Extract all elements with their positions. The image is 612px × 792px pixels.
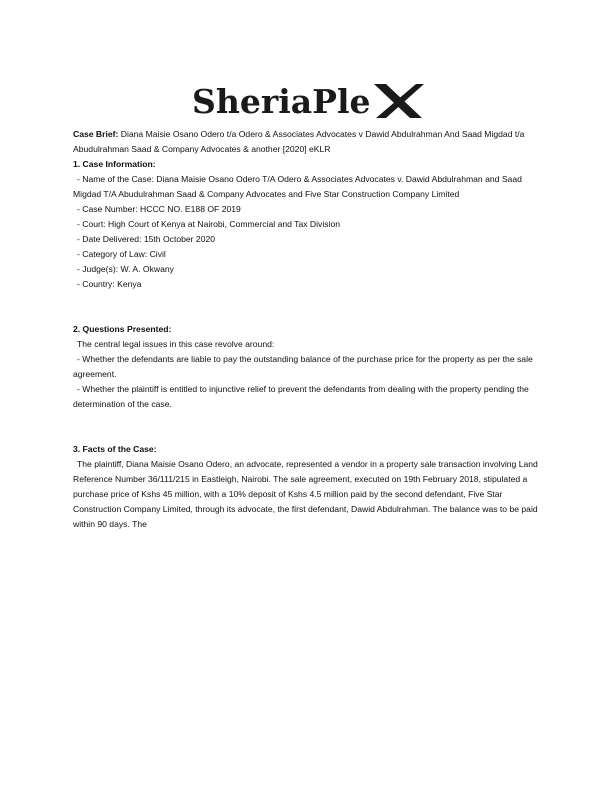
judges-item: - Judge(s): W. A. Okwany bbox=[77, 264, 174, 274]
date-delivered-item: - Date Delivered: 15th October 2020 bbox=[77, 234, 216, 244]
section-case-information bbox=[73, 157, 541, 292]
section-heading: 3. Facts of the Case: bbox=[73, 444, 157, 454]
section-questions-presented bbox=[73, 322, 541, 412]
questions-intro: The central legal issues in this case revolve around: bbox=[77, 339, 275, 349]
case-brief bbox=[73, 127, 541, 157]
section-facts bbox=[73, 442, 541, 532]
category-item: - Category of Law: Civil bbox=[77, 249, 166, 259]
country-item: - Country: Kenya bbox=[77, 279, 142, 289]
document-body bbox=[73, 127, 541, 562]
case-brief-title: Diana Maisie Osano Odero t/a Odero & Associates Advocates v Dawid Abdulrahman And Saad Migdad t/a Abudulrahman Saad & Company Advocates & another [2020] eKLR bbox=[73, 129, 525, 154]
court-item: - Court: High Court of Kenya at Nairobi, Commercial and Tax Division bbox=[77, 219, 341, 229]
section-heading: 1. Case Information: bbox=[73, 159, 156, 169]
logo-graphic bbox=[186, 78, 426, 122]
logo-wordmark: SheriaPle bbox=[192, 82, 371, 121]
case-number-item: - Case Number: HCCC NO. E188 OF 2019 bbox=[77, 204, 241, 214]
question-item: - Whether the plaintiff is entitled to injunctive relief to prevent the defendants from dealing with the property pending the determination of the case. bbox=[73, 384, 529, 409]
section-heading: 2. Questions Presented: bbox=[73, 324, 172, 334]
case-brief-label: Case Brief: bbox=[73, 129, 119, 139]
sheriaplex-logo bbox=[186, 78, 426, 122]
logo-x-mark bbox=[374, 84, 424, 118]
question-item: - Whether the defendants are liable to pay the outstanding balance of the purchase price for the property as per the sale agreement. bbox=[73, 354, 533, 379]
case-name-item: - Name of the Case: Diana Maisie Osano Odero T/A Odero & Associates Advocates v. Dawid Abdulrahman and Saad Migdad T/A Abudulrahman Saad & Company Advocates and Five Star Construction Company Limited bbox=[73, 174, 522, 199]
facts-paragraph: The plaintiff, Diana Maisie Osano Odero, an advocate, represented a vendor in a property sale transaction involving Land Reference Number 36/111/215 in Eastleigh, Nairobi. The sale agreement, executed on 19th February 2018, stipulated a purchase price of Kshs 45 million, with a 10% deposit of Kshs 4.5 million paid by the second defendant, Five Star Construction Company Limited, through its advocate, the first defendant, Dawid Abdulrahman. The balance was to be paid within 90 days. The bbox=[73, 459, 538, 529]
